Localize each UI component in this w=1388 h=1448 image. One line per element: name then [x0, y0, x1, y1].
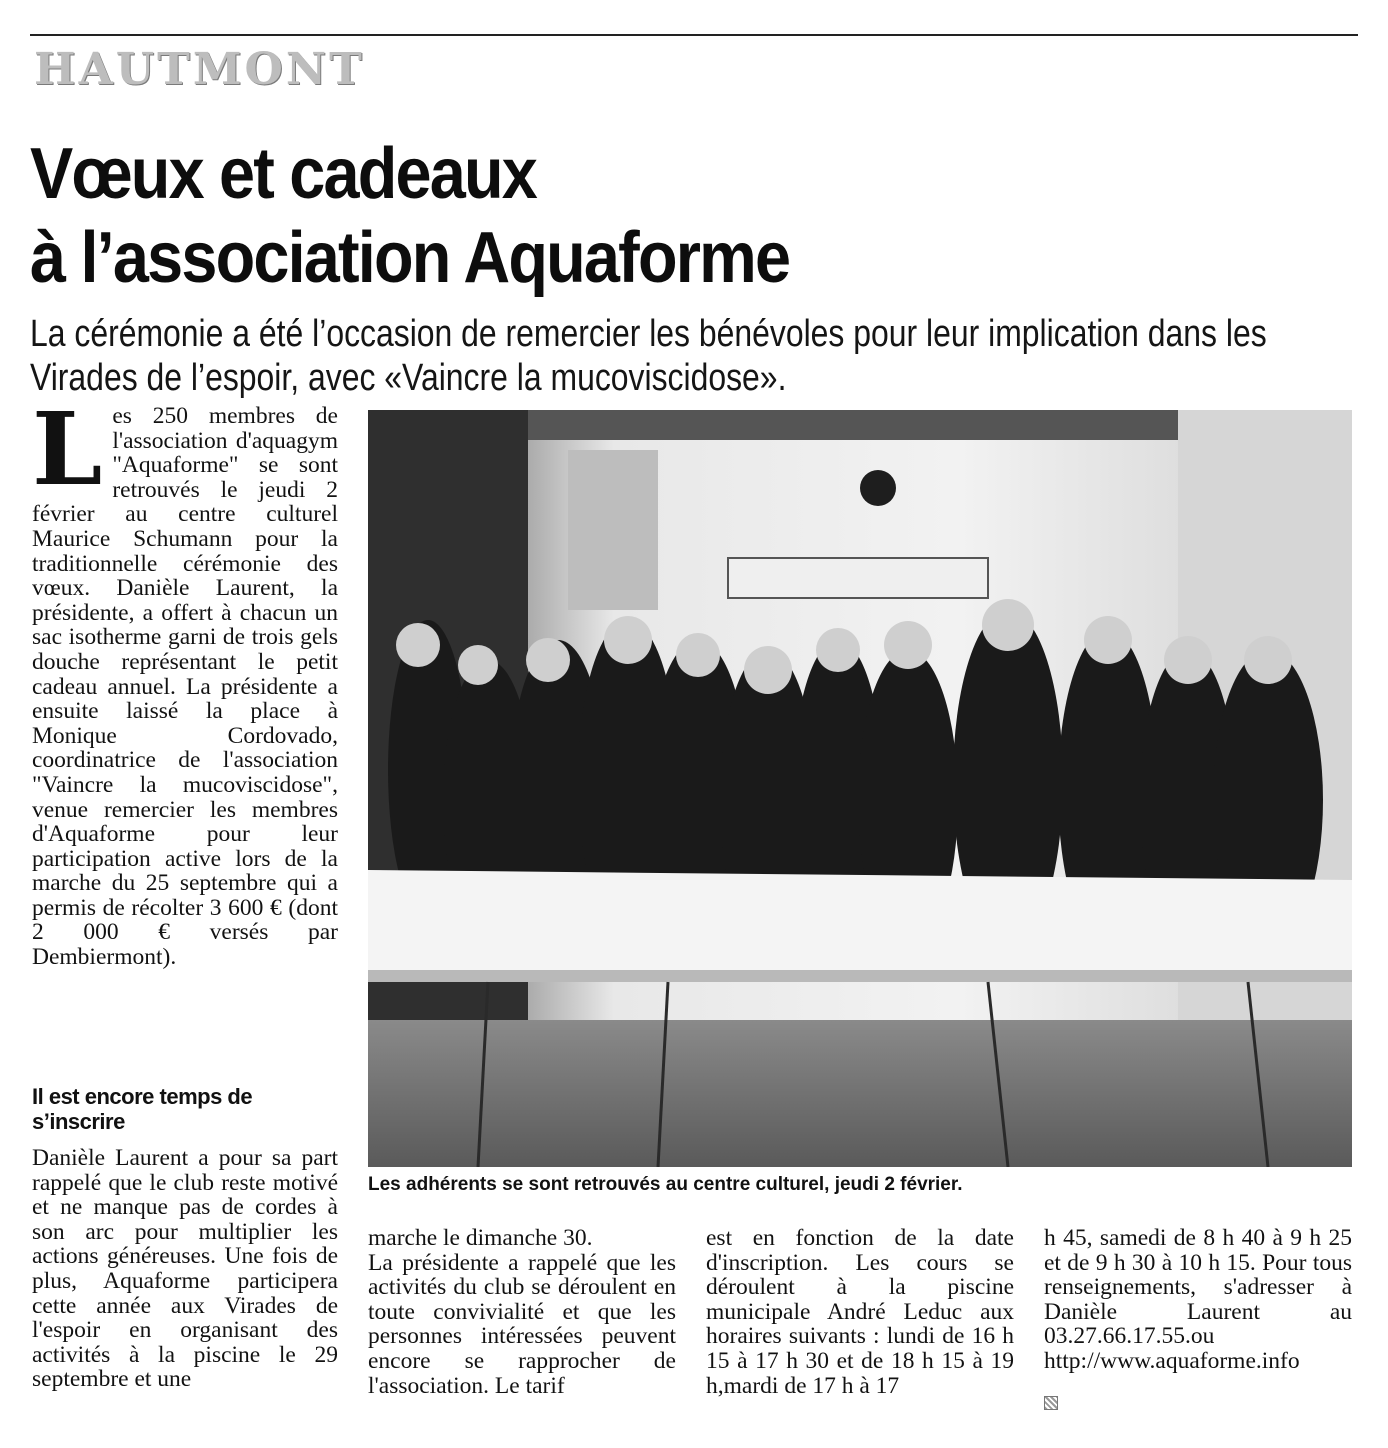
event-photo — [368, 410, 1352, 1167]
article-column-3 — [368, 1226, 676, 1398]
article-paragraph-5: h 45, samedi de 8 h 40 à 9 h 25 et de 9 h 30 à 10 h 15. Pour tous renseignements, s'adresser à Danièle Laurent au 03.27.66.17.55.ou http://www.aquaforme.info — [1044, 1225, 1352, 1374]
article-column-1 — [32, 390, 338, 971]
article-column-5 — [1044, 1226, 1352, 1374]
article-paragraph-3b: La présidente a rappelé que les activités du club se déroulent en toute convivialité et que les personnes intéressées peuvent encore se rapprocher de l'association. Le tarif — [368, 1249, 676, 1399]
article-paragraph-4: est en fonction de la date d'inscription. Les cours se déroulent à la piscine municipale André Leduc aux horaires suivants : lundi de 16 h 15 à 17 h 30 et de 18 h 15 à 19 h,mardi de 17 h à 17 — [706, 1225, 1014, 1399]
subheadline: La cérémonie a été l’occasion de remercier les bénévoles pour leur implication dans les Virades de l’espoir, avec «Vaincre la mucoviscidose». — [30, 313, 1267, 399]
event-photo-graphic — [368, 410, 1352, 1167]
top-rule — [30, 34, 1358, 36]
headline-line-2: à l’association Aquaforme — [30, 218, 790, 298]
article-subtitle: Il est encore temps de s’inscrire — [32, 1084, 253, 1134]
article-paragraph-2: Danièle Laurent a pour sa part rappelé que le club reste motivé et ne manque pas de cordes à son arc pour multiplier les actions généreuses. Une fois de plus, Aquaforme participera cette année aux Virades de l'espoir en organisant des activités à la piscine le 29 septembre et une — [32, 1145, 338, 1393]
section-title: HAUTMONT — [34, 44, 365, 95]
article-column-1b — [32, 1146, 338, 1392]
photo-caption: Les adhérents se sont retrouvés au centre culturel, jeudi 2 février. — [368, 1174, 963, 1195]
end-mark-icon — [1044, 1396, 1058, 1410]
article-column-4 — [706, 1226, 1014, 1398]
headline — [30, 132, 1227, 300]
article-paragraph-1: es 250 membres de l'association d'aquagym "Aquaforme" se sont retrouvés le jeudi 2 février au centre culturel Maurice Schumann pour la traditionnelle cérémonie des vœux. Danièle Laurent, la présidente, a offert à chacun un sac isotherme garni de trois gels douche représentant le petit cadeau annuel. La présidente a ensuite laissé la place à Monique Cordovado, coordinatrice de l'association "Vaincre la mucoviscidose", venue remercier les membres d'Aquaforme pour leur participation active lors de la marche du 25 septembre qui a permis de récolter 3 600 € (dont 2 000 € versés par Dembiermont). — [32, 403, 338, 971]
headline-line-1: Vœux et cadeaux — [30, 134, 536, 214]
drop-cap: L — [32, 390, 103, 508]
article-paragraph-3a: marche le dimanche 30. — [368, 1225, 593, 1251]
